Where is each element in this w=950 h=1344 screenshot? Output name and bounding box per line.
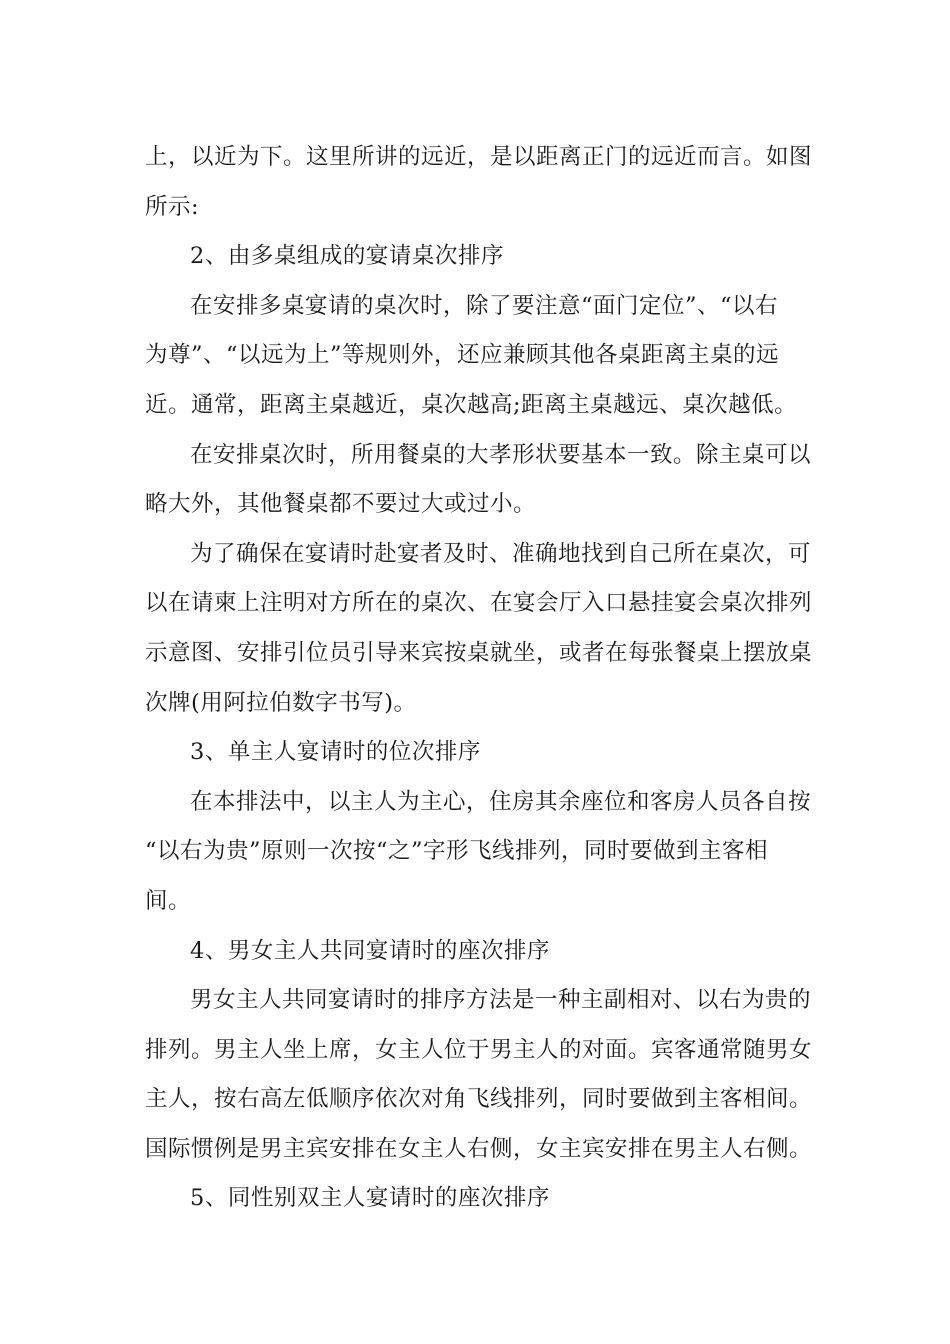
text-line: 在本排法中，以主人为主心，住房其余座位和客房人员各自按 (190, 788, 812, 815)
text-line: 排列。男主人坐上席，女主人位于男主人的对面。宾客通常随男女 (145, 1036, 813, 1063)
text-line: “以右为贵”原则一次按“之”字形飞线排列，同时要做到主客相 (145, 838, 769, 865)
text-line: 国际惯例是男主宾安排在女主人右侧，女主宾安排在男主人右侧。 (145, 1135, 813, 1162)
text-line: 近。通常，距离主桌越近，桌次越高;距离主桌越远、桌次越低。 (145, 391, 798, 418)
text-line: 为尊”、“以远为上”等规则外，还应兼顾其他各桌距离主桌的远 (145, 342, 780, 369)
text-line: 上，以近为下。这里所讲的远近，是以距离正门的远近而言。如图 (145, 144, 813, 170)
section-heading: 2、由多桌组成的宴请桌次排序 (190, 243, 504, 270)
section-heading: 3、单主人宴请时的位次排序 (190, 739, 481, 766)
text-line: 为了确保在宴请时赴宴者及时、准确地找到自己所在桌次，可 (190, 540, 812, 567)
text-line: 以在请柬上注明对方所在的桌次、在宴会厅入口悬挂宴会桌次排列 (145, 590, 813, 617)
text-line: 次牌(用阿拉伯数字书写)。 (145, 689, 417, 716)
text-line: 在安排多桌宴请的桌次时，除了要注意“面门定位”、“以右 (190, 292, 779, 319)
document-body (145, 133, 815, 1224)
text-line: 所示: (145, 193, 200, 220)
section-heading: 4、男女主人共同宴请时的座次排序 (190, 937, 550, 964)
text-line: 略大外，其他餐桌都不要过大或过小。 (145, 491, 537, 518)
text-line: 主人，按右高左低顺序依次对角飞线排列，同时要做到主客相间。 (145, 1086, 813, 1113)
section-heading: 5、同性别双主人宴请时的座次排序 (190, 1185, 550, 1212)
text-line: 男女主人共同宴请时的排序方法是一种主副相对、以右为贵的 (190, 987, 812, 1014)
text-line: 在安排桌次时，所用餐桌的大孝形状要基本一致。除主桌可以 (190, 441, 812, 468)
text-line: 间。 (145, 887, 192, 914)
text-line: 示意图、安排引位员引导来宾按桌就坐，或者在每张餐桌上摆放桌 (145, 639, 813, 666)
